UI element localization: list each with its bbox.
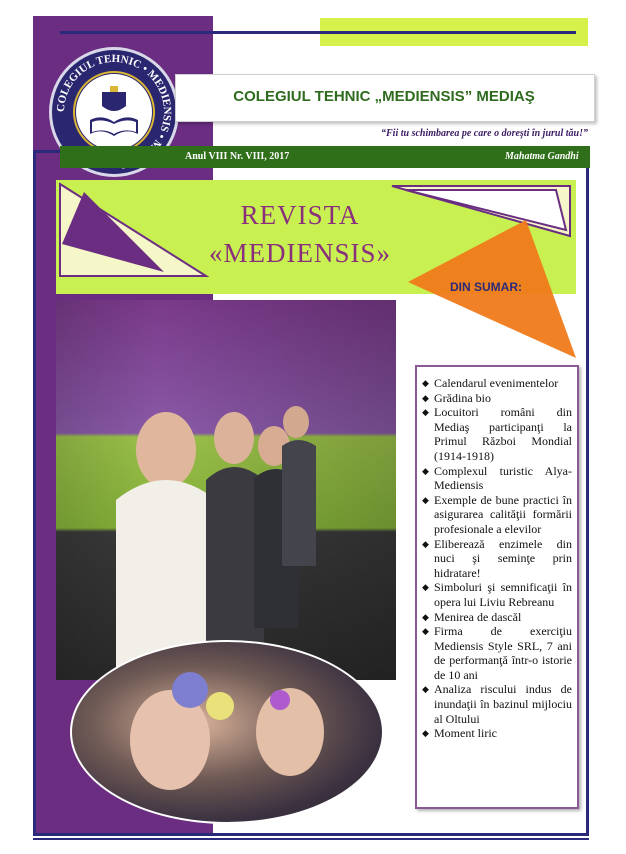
list-item: ◆ Eliberează enzimele din nuci şi seminţe prin hidratare! xyxy=(422,537,572,581)
students-silhouettes xyxy=(56,300,396,680)
face-paint-figures xyxy=(70,640,384,824)
summary-heading: DIN SUMAR: xyxy=(450,280,522,294)
top-rule xyxy=(60,31,576,34)
list-item: ◆ Exemple de bune practici în asigurarea calităţii formării profesionale a elevilor xyxy=(422,493,572,537)
list-item: ◆ Calendarul evenimentelor xyxy=(422,376,572,391)
summary-list xyxy=(422,376,572,741)
magazine-title-line1: REVISTA xyxy=(240,200,360,230)
list-item: ◆ Grădina bio xyxy=(422,391,572,406)
svg-text:COLEGIUL TEHNIC • MEDIENSIS •: COLEGIUL TEHNIC • MEDIENSIS • xyxy=(54,52,174,141)
motto-quote: “Fii tu schimbarea pe care o doreşti în jurul tău!” xyxy=(381,128,588,139)
list-item: ◆ Locuitori români din Mediaş participanţi la Primul Război Mondial (1914-1918) xyxy=(422,405,572,463)
list-item: ◆ Firma de exerciţiu Mediensis Style SRL, 7 ani de performanţă într-o istorie de 10 ani xyxy=(422,624,572,682)
bottom-rule xyxy=(33,838,589,840)
quote-author: Mahatma Gandhi xyxy=(505,151,579,162)
magazine-title-line2: «MEDIENSIS» xyxy=(208,238,391,268)
list-item: ◆ Analiza riscului indus de inundaţii în bazinul mijlociu al Oltului xyxy=(422,682,572,726)
list-item: ◆ Moment liric xyxy=(422,726,572,741)
list-item: ◆ Complexul turistic Alya-Mediensis xyxy=(422,464,572,493)
list-item: ◆ Simboluri şi semnificaţii în opera lui Liviu Rebreanu xyxy=(422,580,572,609)
school-name: COLEGIUL TEHNIC „MEDIENSIS” MEDIAŞ xyxy=(233,88,535,105)
issue-number: Anul VIII Nr. VIII, 2017 xyxy=(185,151,290,162)
list-item: ◆ Menirea de dascăl xyxy=(422,610,572,625)
